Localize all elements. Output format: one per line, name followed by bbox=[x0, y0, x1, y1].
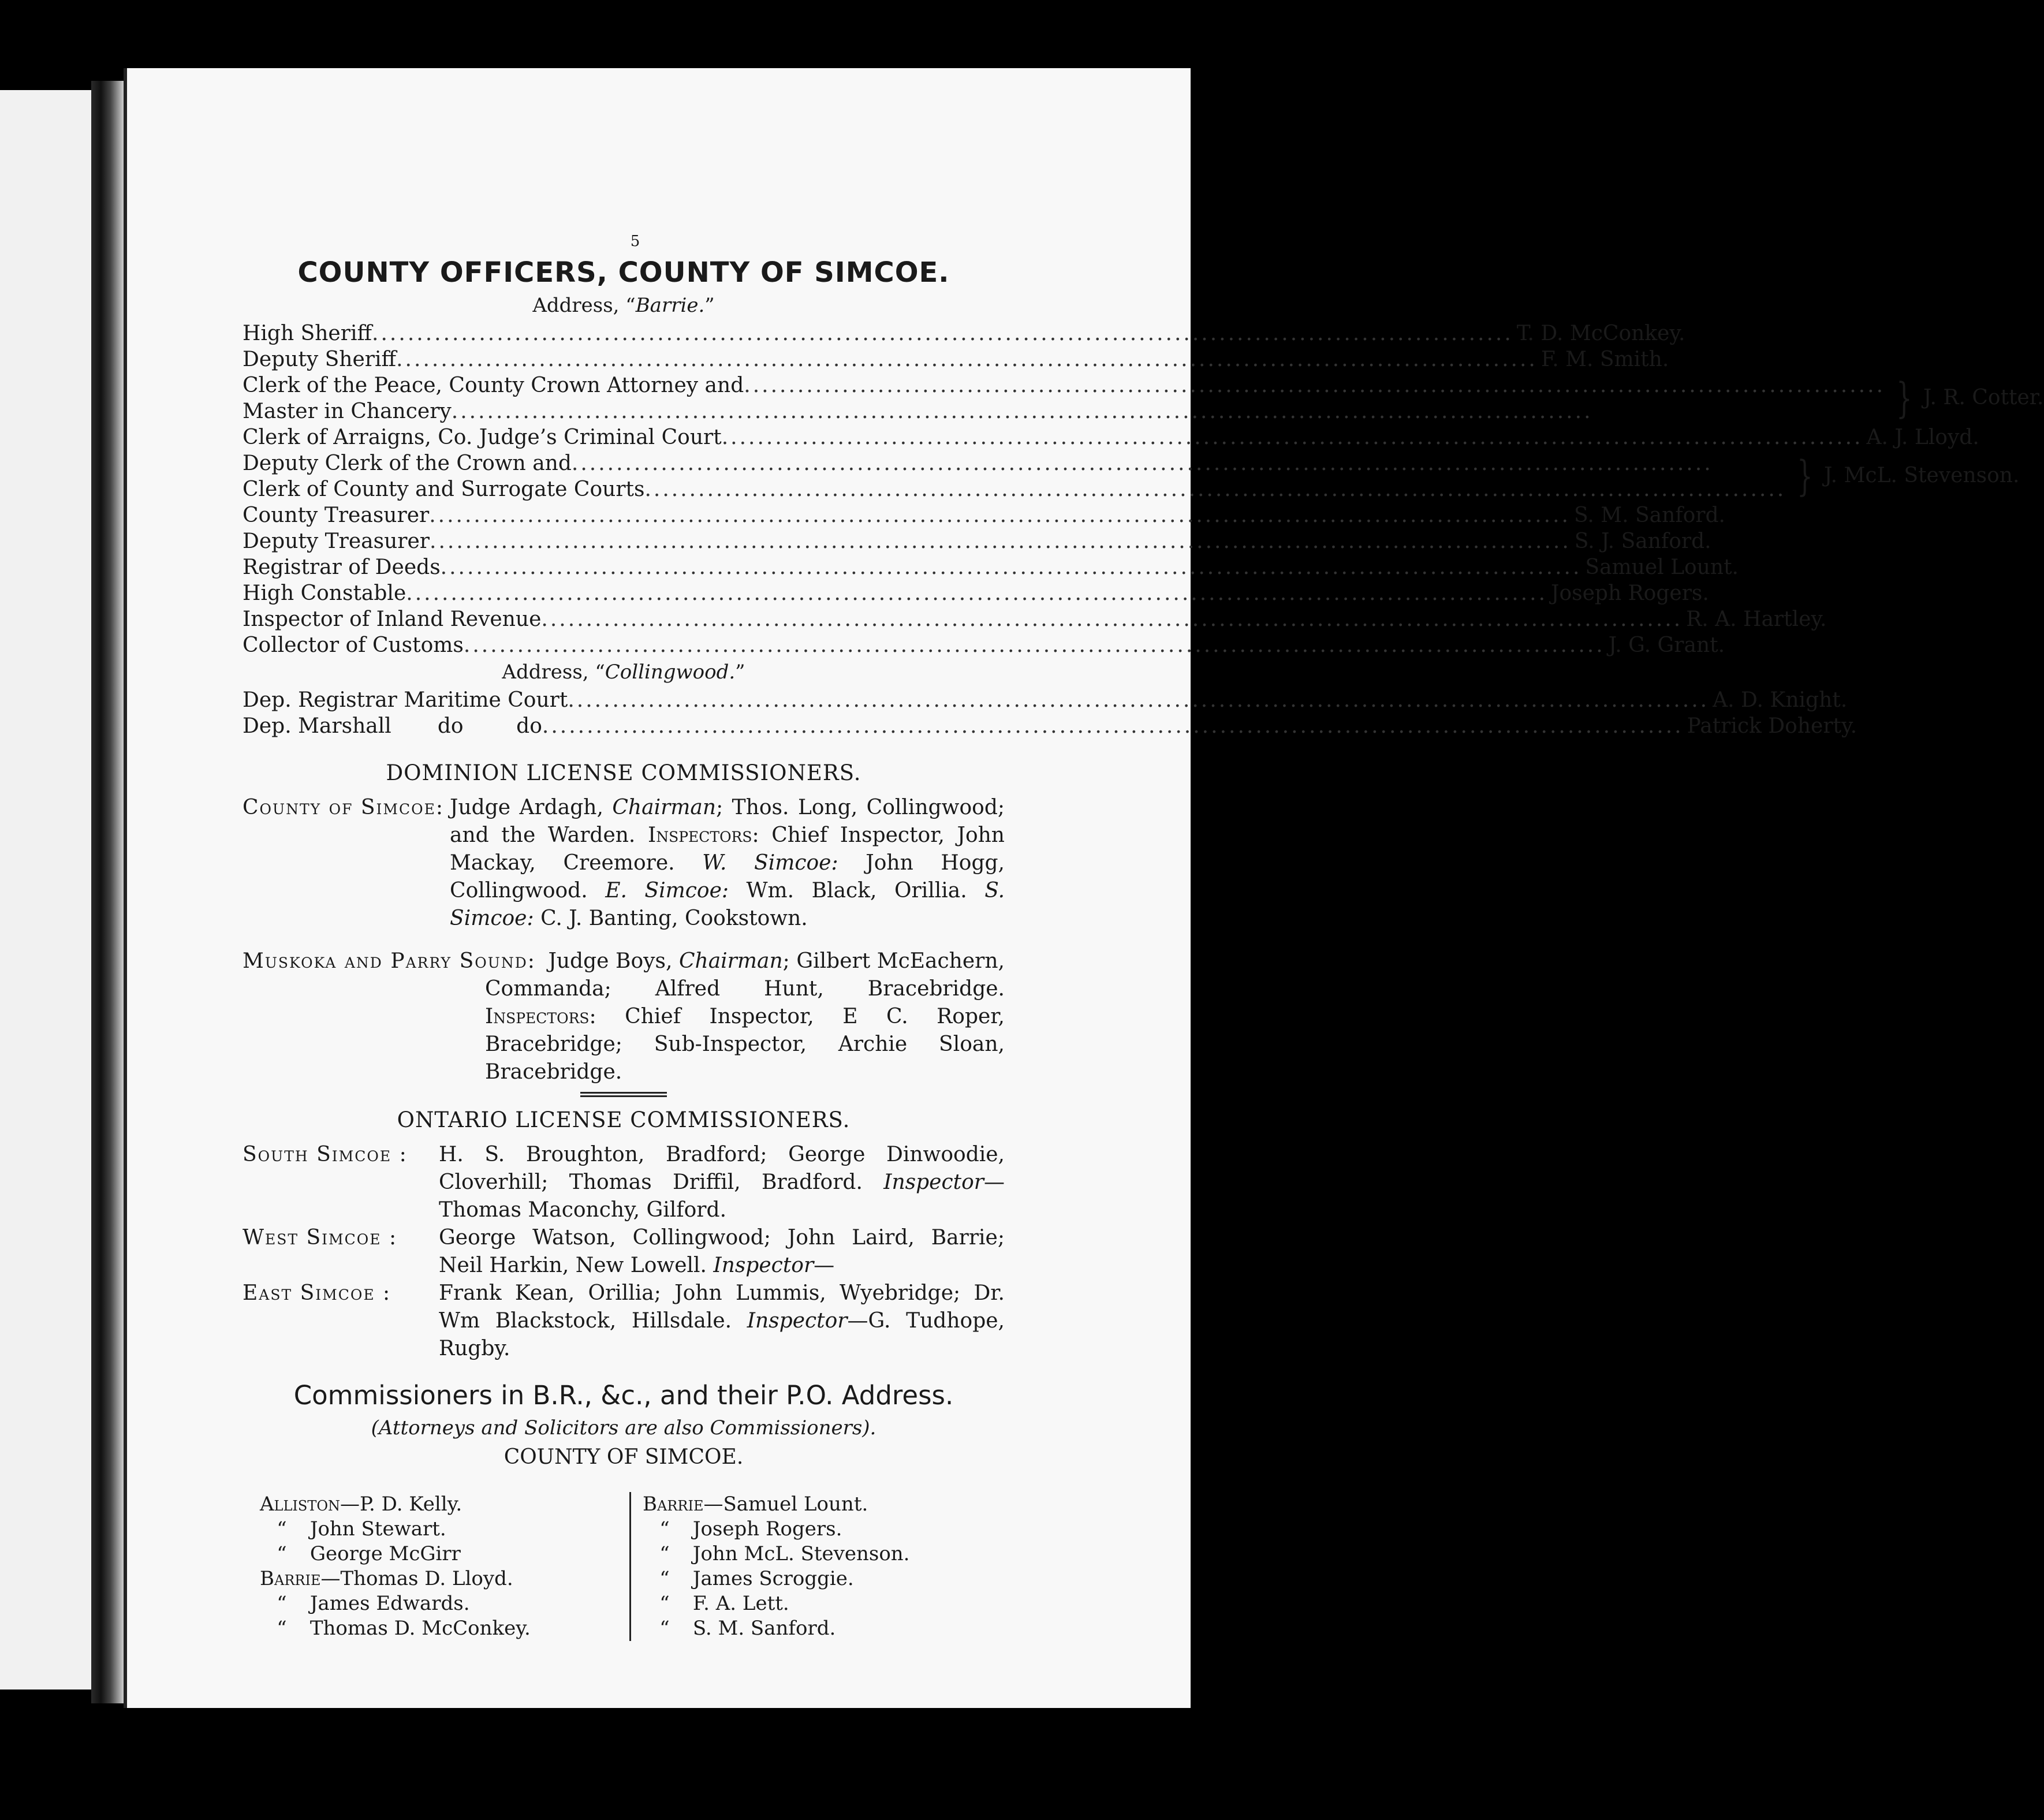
list-item: “ John McL. Stevenson. bbox=[659, 1542, 910, 1565]
address-place: Barrie. bbox=[635, 294, 705, 317]
facing-page bbox=[0, 90, 91, 1690]
officer-title: Deputy Sheriff bbox=[243, 348, 397, 371]
officer-row bbox=[243, 713, 1857, 739]
officer-row bbox=[243, 346, 1669, 372]
officer-row bbox=[243, 502, 1725, 528]
officer-brace-group bbox=[243, 372, 2044, 424]
officer-title: Collector of Customs bbox=[243, 633, 464, 657]
officer-name: A. D. Knight. bbox=[1713, 688, 1848, 712]
dot-leader bbox=[396, 346, 1538, 374]
officer-name: J. R. Cotter. bbox=[1923, 386, 2044, 409]
list-item: “ Joseph Rogers. bbox=[659, 1517, 842, 1541]
dot-leader bbox=[406, 580, 1547, 607]
brace-symbol: } bbox=[1896, 374, 1912, 422]
entry-text: Frank Kean, Orillia; John Lummis, Wyebridge; Dr. Wm Blackstock, Hillsdale. Inspector—G. Tudhope, Rugby. bbox=[439, 1281, 1005, 1360]
officer-title: Dep. Registrar Maritime Court bbox=[243, 688, 568, 712]
dot-leader bbox=[372, 320, 1513, 348]
commissioners-heading: Commissioners in B.R., &c., and their P.O. Address. bbox=[293, 1380, 954, 1411]
officer-brace-group bbox=[243, 450, 2020, 502]
dot-leader bbox=[572, 450, 1786, 478]
ontario-entry bbox=[243, 1280, 1005, 1363]
officer-title: Clerk of the Peace, County Crown Attorney and bbox=[243, 374, 744, 397]
entry-text: George Watson, Collingwood; John Laird, Barrie; Neil Harkin, New Lowell. Inspector— bbox=[439, 1226, 1005, 1277]
entry-label: County of Simcoe: bbox=[243, 796, 445, 819]
brace-lines bbox=[243, 450, 1786, 502]
entry-label: South Simcoe : bbox=[243, 1143, 408, 1166]
officer-name: J. McL. Stevenson. bbox=[1824, 464, 2020, 487]
officers-list bbox=[243, 320, 2044, 658]
officer-row bbox=[243, 687, 1848, 713]
officer-row bbox=[243, 476, 1786, 502]
address-place: Collingwood. bbox=[605, 661, 736, 684]
officer-row bbox=[243, 580, 1709, 606]
entry-text: H. S. Broughton, Bradford; George Dinwoodie, Cloverhill; Thomas Driffil, Bradford. Inspector—Thomas Maconchy, Gilford. bbox=[439, 1143, 1005, 1222]
entry-label: West Simcoe : bbox=[243, 1226, 398, 1250]
list-item: “ Thomas D. McConkey. bbox=[277, 1617, 531, 1640]
dot-leader bbox=[541, 606, 1683, 633]
officer-name: Patrick Doherty. bbox=[1687, 714, 1857, 738]
county-heading: COUNTY OF SIMCOE. bbox=[503, 1445, 744, 1469]
list-item: Barrie—Thomas D. Lloyd. bbox=[260, 1567, 513, 1590]
officer-name: J. G. Grant. bbox=[1608, 633, 1725, 657]
officer-name: S. M. Sanford. bbox=[1573, 504, 1725, 527]
officer-title: Registrar of Deeds bbox=[243, 555, 441, 579]
dot-leader bbox=[441, 554, 1582, 581]
list-item: “ John Stewart. bbox=[277, 1517, 446, 1541]
officer-title: High Sheriff bbox=[243, 322, 372, 345]
commissioners-note: (Attorneys and Solicitors are also Commissioners). bbox=[371, 1416, 876, 1439]
brace-symbol: } bbox=[1797, 452, 1813, 500]
dominion-heading: DOMINION LICENSE COMMISSIONERS. bbox=[386, 760, 861, 785]
section-divider bbox=[580, 1092, 667, 1097]
officer-name: Samuel Lount. bbox=[1585, 555, 1739, 579]
commissioners-left-column bbox=[243, 1492, 629, 1641]
list-item: “ F. A. Lett. bbox=[659, 1592, 789, 1615]
commissioners-columns bbox=[243, 1492, 1005, 1641]
ontario-entry bbox=[243, 1141, 1005, 1224]
address-barrie bbox=[243, 291, 1005, 320]
officer-title: Dep. Marshall do do bbox=[243, 714, 542, 738]
list-item: Alliston—P. D. Kelly. bbox=[260, 1493, 462, 1516]
column-divider bbox=[629, 1492, 631, 1641]
dot-leader bbox=[568, 687, 1709, 714]
address-suffix: ” bbox=[735, 661, 745, 684]
dot-leader bbox=[542, 713, 1684, 740]
entry-label: Muskoka and Parry Sound: bbox=[243, 949, 536, 973]
officer-title: Deputy Clerk of the Crown and bbox=[243, 452, 572, 475]
entry-text: Judge Ardagh, Chairman; Thos. Long, Collingwood; and the Warden. Inspectors: Chief Inspector, John Mackay, Creemore. W. Simcoe: John Hogg, Collingwood. E. Simcoe: Wm. Black, Orillia. S. Simcoe: C. J. Banting, Cookstown. bbox=[450, 796, 1005, 930]
officer-name: A. J. Lloyd. bbox=[1866, 426, 1979, 449]
officer-title: Deputy Treasurer bbox=[243, 529, 430, 553]
officer-row bbox=[243, 606, 1827, 632]
officer-title: Inspector of Inland Revenue bbox=[243, 607, 542, 631]
dot-leader bbox=[644, 476, 1786, 504]
dot-leader bbox=[430, 528, 1571, 555]
officer-name: S. J. Sanford. bbox=[1574, 529, 1711, 553]
officer-row bbox=[243, 320, 1685, 346]
officer-name: F. M. Smith. bbox=[1541, 348, 1669, 371]
officer-title: County Treasurer bbox=[243, 504, 430, 527]
officer-name: R. A. Hartley. bbox=[1686, 607, 1827, 631]
officer-row bbox=[243, 450, 1786, 476]
address-prefix: Address, “ bbox=[532, 294, 636, 317]
dot-leader bbox=[429, 502, 1571, 529]
officer-row bbox=[243, 632, 1725, 658]
list-item: “ S. M. Sanford. bbox=[659, 1617, 836, 1640]
officer-row bbox=[243, 372, 1885, 398]
dot-leader bbox=[722, 424, 1863, 452]
officer-title: Master in Chancery bbox=[243, 400, 452, 423]
brace-lines bbox=[243, 372, 1885, 424]
officer-row bbox=[243, 554, 1739, 580]
dominion-simcoe-entry bbox=[243, 794, 1005, 933]
dot-leader bbox=[452, 398, 1885, 426]
entry-text: Muskoka and Parry Sound: Judge Boys, Chairman; Gilbert McEachern, Commanda; Alfred Hunt, Bracebridge. Inspectors: Chief Inspector, E C. Roper, Bracebridge; Sub-Inspector, Archie Sloan, Bracebridge. bbox=[243, 949, 1005, 1084]
dot-leader bbox=[744, 372, 1885, 400]
ontario-heading: ONTARIO LICENSE COMMISSIONERS. bbox=[397, 1107, 851, 1132]
page-content bbox=[243, 230, 2044, 1641]
officer-name: T. D. McConkey. bbox=[1516, 322, 1685, 345]
list-item: Barrie—Samuel Lount. bbox=[643, 1493, 868, 1516]
officer-title: High Constable bbox=[243, 581, 406, 605]
page-title: COUNTY OFFICERS, COUNTY OF SIMCOE. bbox=[297, 256, 950, 289]
entry-label: East Simcoe : bbox=[243, 1281, 391, 1305]
dot-leader bbox=[464, 632, 1605, 659]
officer-name: Joseph Rogers. bbox=[1551, 581, 1709, 605]
ontario-entry bbox=[243, 1224, 1005, 1280]
book-gutter bbox=[91, 81, 124, 1703]
officer-title: Clerk of Arraigns, Co. Judge’s Criminal Court bbox=[243, 426, 722, 449]
document-page bbox=[124, 68, 2044, 1708]
officer-title: Clerk of County and Surrogate Courts bbox=[243, 478, 645, 501]
dominion-muskoka-entry bbox=[243, 948, 1005, 1086]
list-item: “ James Scroggie. bbox=[659, 1567, 854, 1590]
commissioners-right-column bbox=[637, 1492, 1012, 1641]
address-prefix: Address, “ bbox=[502, 661, 605, 684]
list-item: “ George McGirr bbox=[277, 1542, 461, 1565]
officer-row bbox=[243, 398, 1885, 424]
officer-row bbox=[243, 424, 1979, 450]
address-suffix: ” bbox=[704, 294, 715, 317]
address-collingwood bbox=[243, 658, 1005, 687]
officer-row bbox=[243, 528, 1711, 554]
list-item: “ James Edwards. bbox=[277, 1592, 470, 1615]
page-number: 5 bbox=[630, 233, 640, 250]
